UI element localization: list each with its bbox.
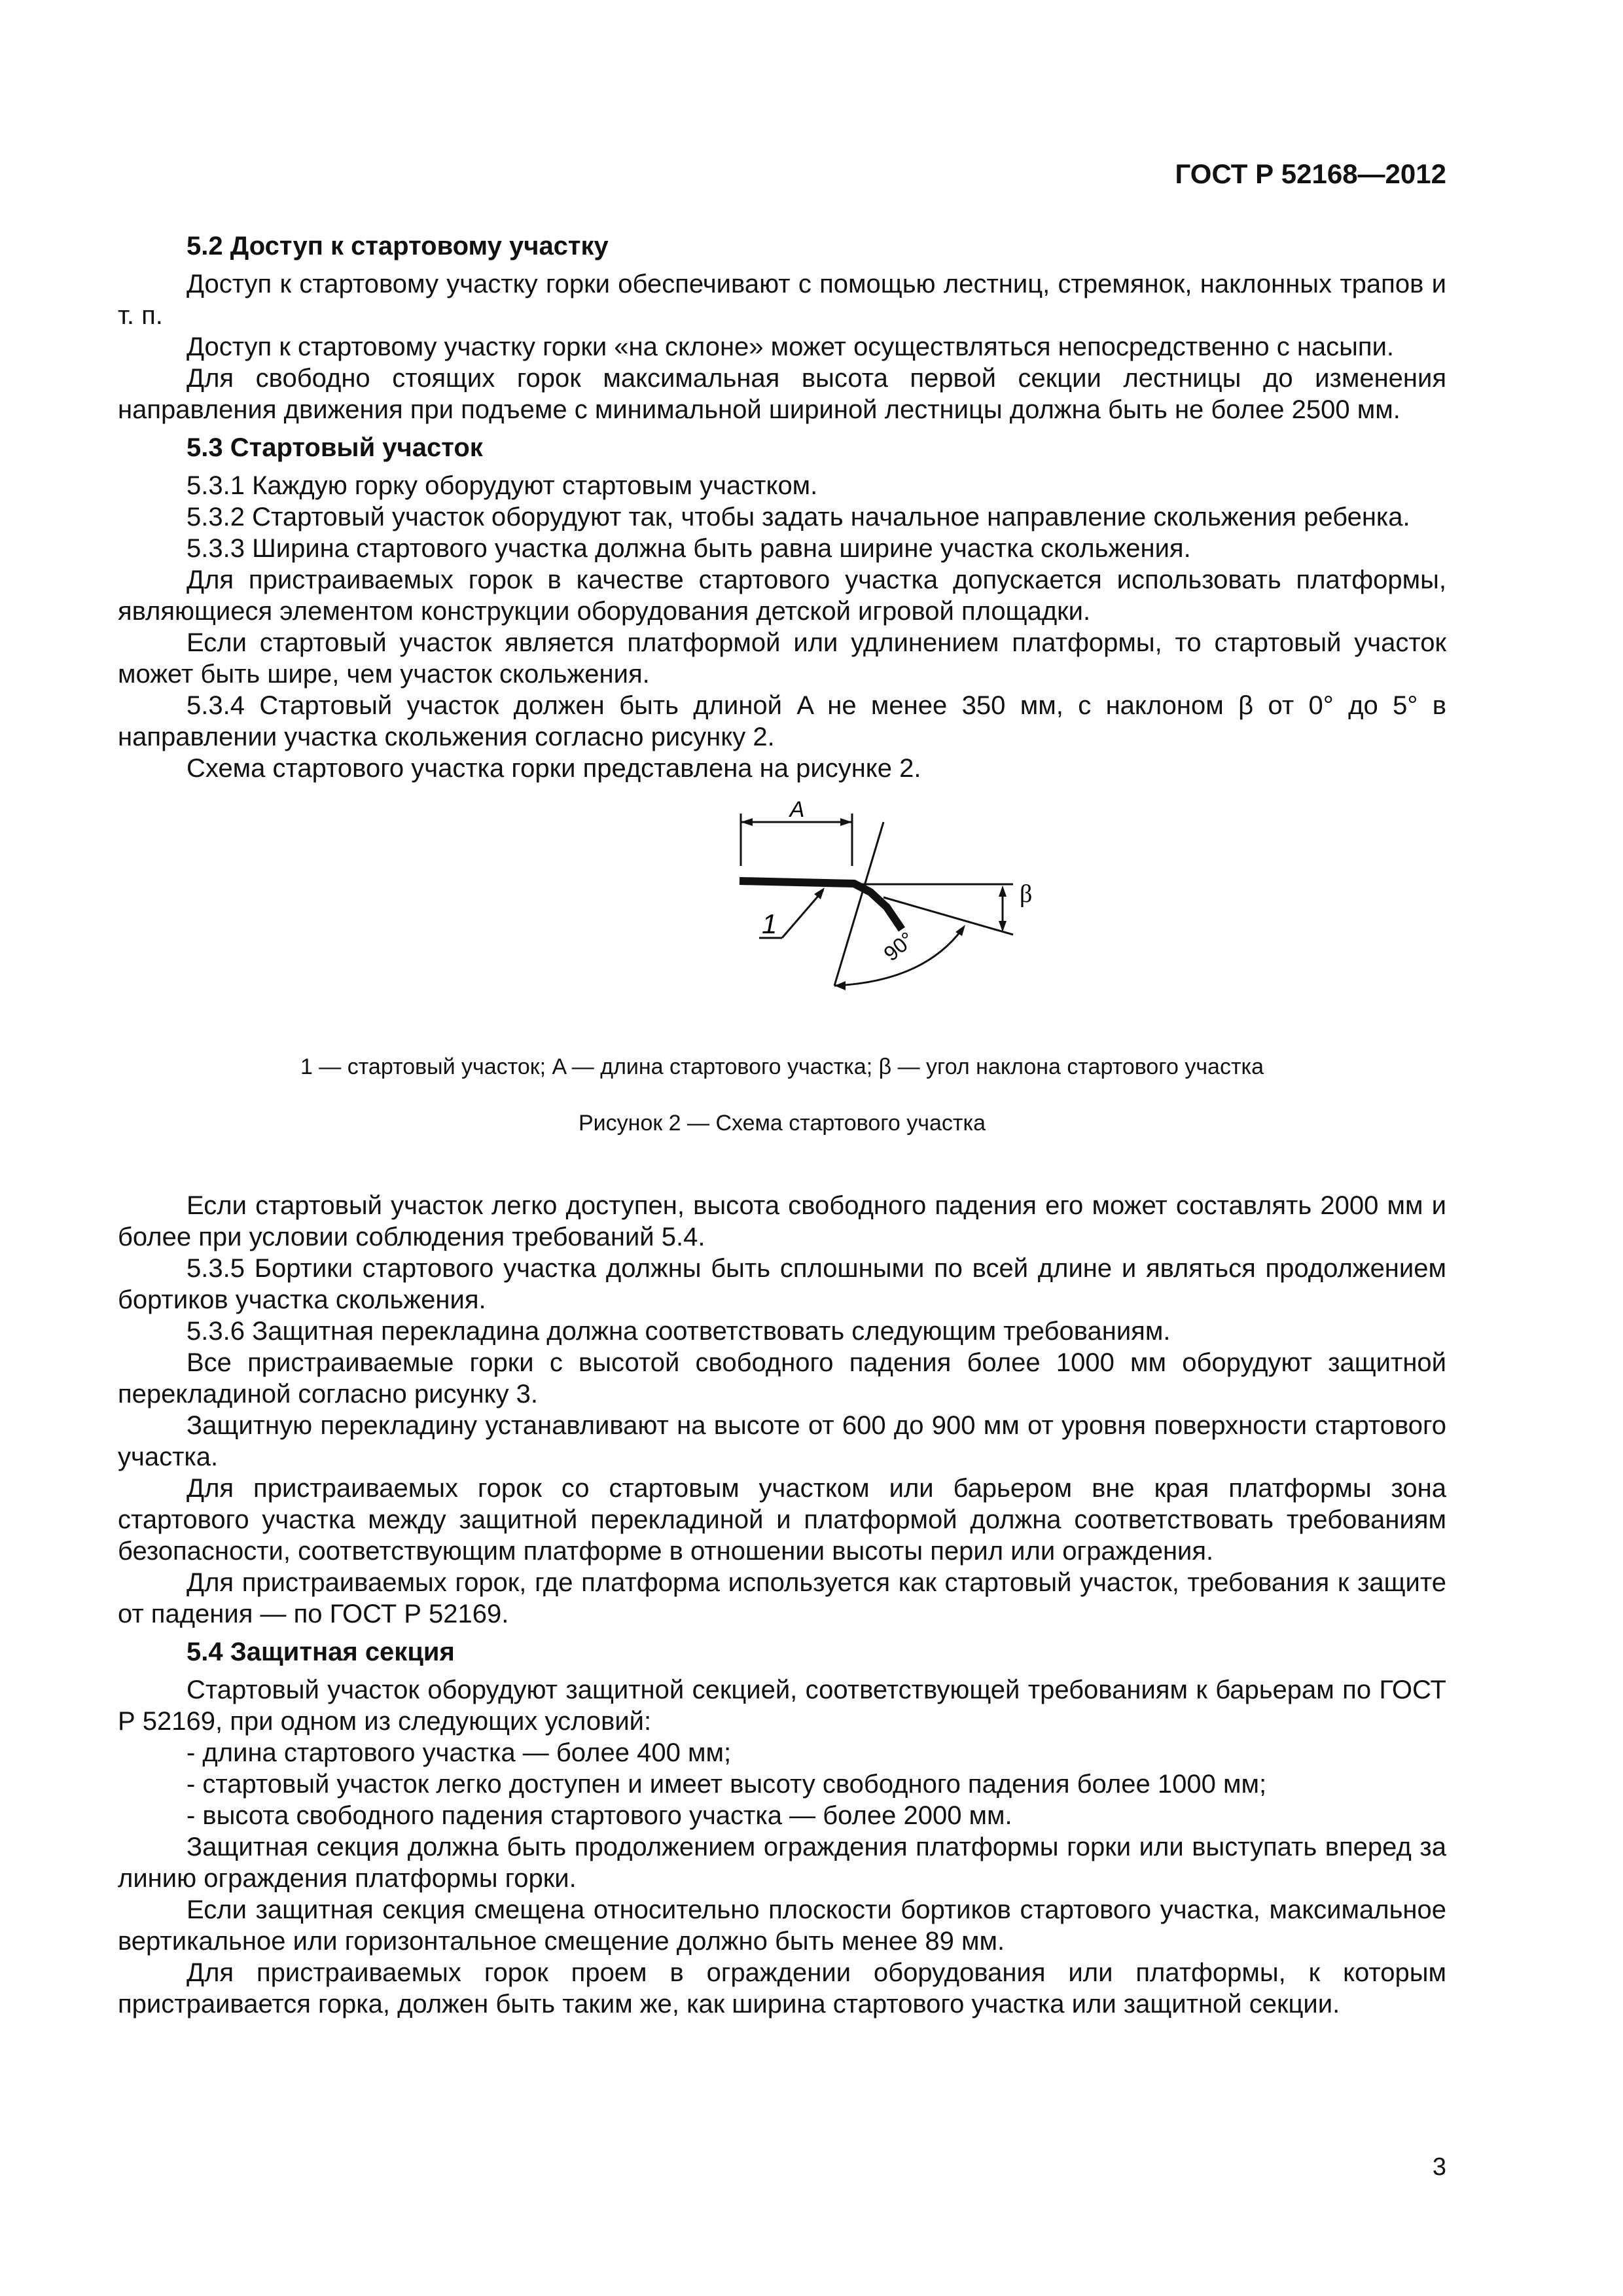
page-number: 3 xyxy=(1432,2153,1446,2181)
paragraph: Стартовый участок оборудуют защитной секцией, соответствующей требованиям к барьерам по ГОСТ Р 52169, при одном из следующих условий: xyxy=(118,1676,1446,1736)
label-1: 1 xyxy=(762,908,777,939)
label-a: A xyxy=(789,797,805,822)
paragraph: Все пристраиваемые горки с высотой свободного падения более 1000 мм оборудуют защитной перекладиной согласно рисунку 3. xyxy=(118,1348,1446,1408)
paragraph: Для пристраиваемых горок в качестве стартового участка допускается использовать платформы, являющиеся элементом конструкции оборудования детской игровой площадки. xyxy=(118,565,1446,626)
figure-2-diagram xyxy=(118,791,1446,1033)
paragraph: 5.3.6 Защитная перекладина должна соответствовать следующим требованиям. xyxy=(187,1317,1171,1346)
section-5-4-title: 5.4 Защитная секция xyxy=(187,1638,455,1666)
paragraph: 5.3.3 Ширина стартового участка должна быть равна ширине участка скольжения. xyxy=(187,534,1191,563)
paragraph: Для свободно стоящих горок максимальная высота первой секции лестницы до изменения направления движения при подъеме с минимальной шириной лестницы должна быть не более 2500 мм. xyxy=(118,364,1446,424)
paragraph: 5.3.4 Стартовый участок должен быть длиной A не менее 350 мм, с наклоном β от 0° до 5° в направлении участка скольжения согласно рисунку 2. xyxy=(118,691,1446,751)
standard-header: ГОСТ Р 52168—2012 xyxy=(1175,158,1446,189)
page-content xyxy=(118,230,1446,2020)
paragraph: Защитная секция должна быть продолжением ограждения платформы горки или выступать вперед за линию ограждения платформы горки. xyxy=(118,1833,1446,1893)
paragraph: Если стартовый участок является платформой или удлинением платформы, то стартовый участок может быть шире, чем участок скольжения. xyxy=(118,628,1446,689)
paragraph: Доступ к стартовому участку горки обеспечивают с помощью лестниц, стремянок, наклонных трапов и т. п. xyxy=(118,270,1446,330)
start-section-schema xyxy=(609,791,1080,1020)
paragraph: Схема стартового участка горки представлена на рисунке 2. xyxy=(187,754,921,783)
perpendicular-line xyxy=(834,822,883,986)
paragraph: 5.3.5 Бортики стартового участка должны быть сплошными по всей длине и являться продолжением бортиков участка скольжения. xyxy=(118,1254,1446,1314)
arrow-icon xyxy=(840,818,852,826)
paragraph: Для пристраиваемых горок проем в ограждении оборудования или платформы, к которым пристраивается горка, должен быть таким же, как ширина стартового участка или защитной секции. xyxy=(118,1958,1446,2018)
label-beta: β xyxy=(1020,880,1033,908)
paragraph: 5.3.2 Стартовый участок оборудуют так, чтобы задать начальное направление скольжения ребенка. xyxy=(187,503,1410,531)
list-item: - длина стартового участка — более 400 мм; xyxy=(187,1738,732,1767)
paragraph: 5.3.1 Каждую горку оборудуют стартовым участком. xyxy=(187,471,818,500)
list-item: - высота свободного падения стартового участка — более 2000 мм. xyxy=(187,1801,1012,1830)
label-angle: 90° xyxy=(879,927,919,966)
section-5-2-title: 5.2 Доступ к стартовому участку xyxy=(187,232,609,260)
paragraph: Для пристраиваемых горок со стартовым участком или барьером вне края платформы зона стартового участка между защитной перекладиной и платформой должна соответствовать требованиям безопасности, соответствующим платформе в отношении высоты перил или ограждения. xyxy=(118,1474,1446,1566)
list-item: - стартовый участок легко доступен и имеет высоту свободного падения более 1000 мм; xyxy=(187,1770,1267,1799)
paragraph: Для пристраиваемых горок, где платформа используется как стартовый участок, требования к защите от падения — по ГОСТ Р 52169. xyxy=(118,1568,1446,1628)
paragraph: Доступ к стартовому участку горки «на склоне» может осуществляться непосредственно с насыпи. xyxy=(187,332,1395,361)
figure-caption: Рисунок 2 — Схема стартового участка xyxy=(579,1111,986,1136)
figure-legend: 1 — стартовый участок; A — длина стартового участка; β — угол наклона стартового участка xyxy=(300,1054,1264,1079)
arrow-icon xyxy=(741,818,753,826)
paragraph: Защитную перекладину устанавливают на высоте от 600 до 900 мм от уровня поверхности стартового участка. xyxy=(118,1411,1446,1471)
arrow-icon xyxy=(999,886,1007,897)
leader-line xyxy=(782,890,823,938)
section-5-3-title: 5.3 Стартовый участок xyxy=(187,433,483,462)
paragraph: Если стартовый участок легко доступен, высота свободного падения его может составлять 2000 мм и более при условии соблюдения требований 5.4. xyxy=(118,1191,1446,1251)
paragraph: Если защитная секция смещена относительно плоскости бортиков стартового участка, максимальное вертикальное или горизонтальное смещение должно быть менее 89 мм. xyxy=(118,1895,1446,1956)
